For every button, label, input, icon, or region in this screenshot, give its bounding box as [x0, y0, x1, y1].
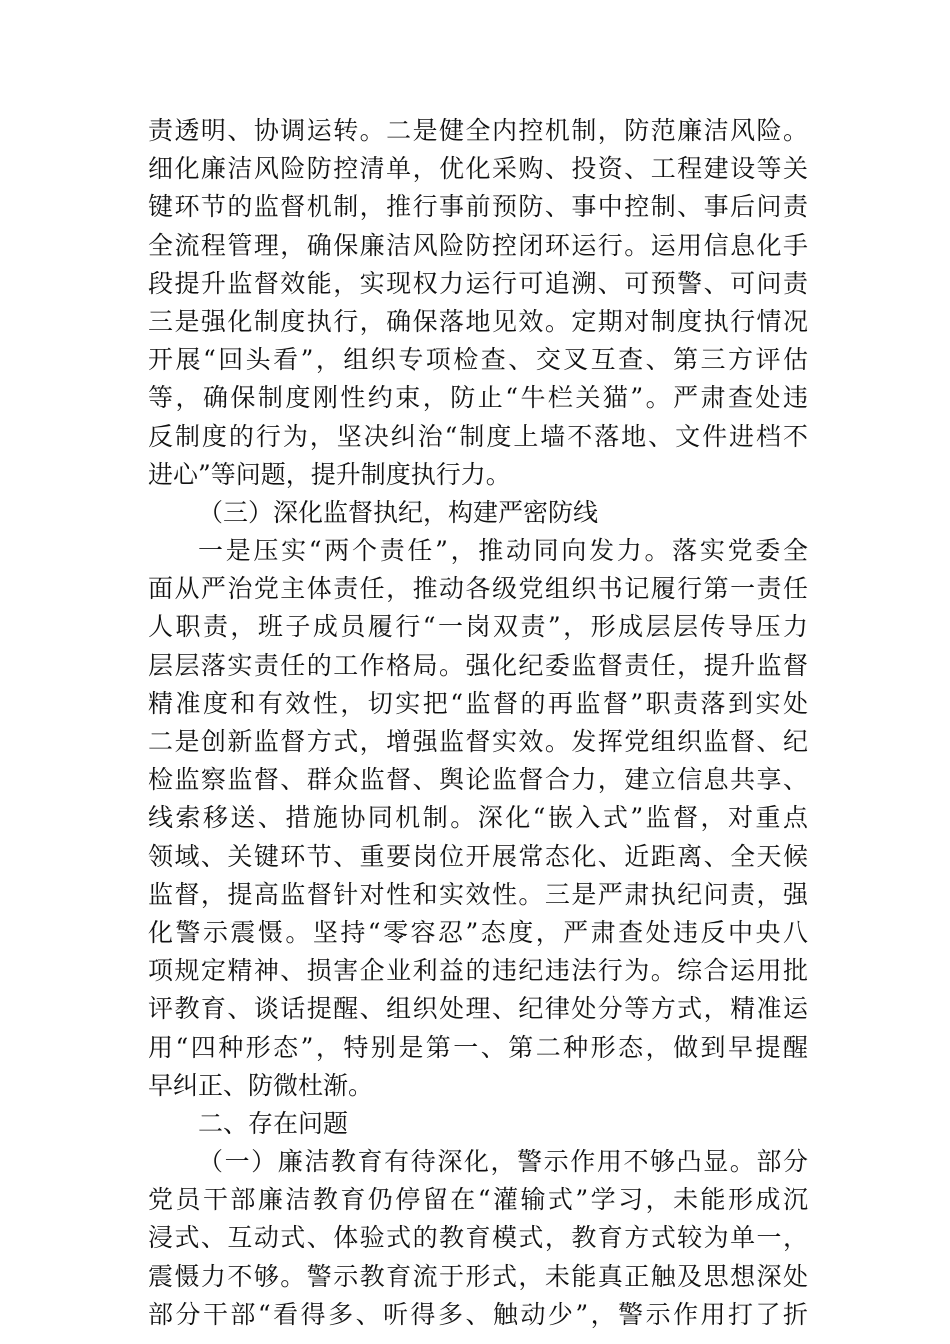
text-line: 二是创新监督方式，增强监督实效。发挥党组织监督、纪 — [148, 727, 808, 756]
text-line: 细化廉洁风险防控清单，优化采购、投资、工程建设等关 — [148, 154, 808, 184]
text-line: 三是强化制度执行，确保落地见效。定期对制度执行情况 — [148, 306, 808, 336]
text-line: 浸式、互动式、体验式的教育模式，教育方式较为单一， — [148, 1223, 808, 1253]
text-line: 评教育、谈话提醒、组织处理、纪律处分等方式，精准运 — [148, 994, 808, 1024]
text-line: 项规定精神、损害企业利益的违纪违法行为。综合运用批 — [148, 956, 808, 986]
text-line: （一）廉洁教育有待深化，警示作用不够凸显。部分 — [198, 1147, 808, 1177]
text-line: 全流程管理，确保廉洁风险防控闭环运行。运用信息化手 — [148, 230, 808, 260]
text-line: 面从严治党主体责任，推动各级党组织书记履行第一责任 — [148, 574, 808, 604]
text-line: 反制度的行为，坚决纠治“制度上墙不落地、文件进档不 — [148, 421, 808, 451]
text-line: 精准度和有效性，切实把“监督的再监督”职责落到实处 — [148, 688, 808, 718]
text-line: 早纠正、防微杜渐。 — [148, 1070, 374, 1100]
text-line: 层层落实责任的工作格局。强化纪委监督责任，提升监督 — [148, 650, 808, 680]
text-line: 用“四种形态”，特别是第一、第二种形态，做到早提醒 — [148, 1032, 808, 1062]
text-line: 段提升监督效能，实现权力运行可追溯、可预警、可问责 — [148, 268, 808, 298]
text-line: 部分干部“看得多、听得多、触动少”，警示作用打了折 — [148, 1299, 808, 1329]
text-line: 震慑力不够。警示教育流于形式，未能真正触及思想深处 — [148, 1261, 808, 1291]
text-line: 等，确保制度刚性约束，防止“牛栏关猫”。严肃查处违 — [148, 383, 808, 413]
text-line: 化警示震慑。坚持“零容忍”态度，严肃查处违反中央八 — [148, 917, 808, 947]
text-line: 监督，提高监督针对性和实效性。三是严肃执纪问责，强 — [148, 879, 808, 909]
text-line: 开展“回头看”，组织专项检查、交叉互查、第三方评估 — [148, 345, 808, 375]
document-body — [148, 112, 808, 1334]
text-line: 党员干部廉洁教育仍停留在“灌输式”学习，未能形成沉 — [148, 1185, 808, 1215]
text-line: 一是压实“两个责任”，推动同向发力。落实党委全 — [198, 536, 808, 566]
text-line: 领域、关键环节、重要岗位开展常态化、近距离、全天候 — [148, 841, 808, 871]
section-heading-2: 二、存在问题 — [198, 1108, 349, 1138]
section-heading-3: （三）深化监督执纪，构建严密防线 — [198, 497, 599, 527]
text-line: 人职责，班子成员履行“一岗双责”，形成层层传导压力 — [148, 612, 808, 642]
text-line: 线索移送、措施协同机制。深化“嵌入式”监督，对重点 — [148, 803, 808, 833]
text-line: 责透明、协调运转。二是健全内控机制，防范廉洁风险。 — [148, 116, 808, 145]
text-line: 检监察监督、群众监督、舆论监督合力，建立信息共享、 — [148, 765, 808, 795]
text-line: 键环节的监督机制，推行事前预防、事中控制、事后问责 — [148, 192, 808, 222]
text-line: 进心”等问题，提升制度执行力。 — [148, 459, 511, 489]
